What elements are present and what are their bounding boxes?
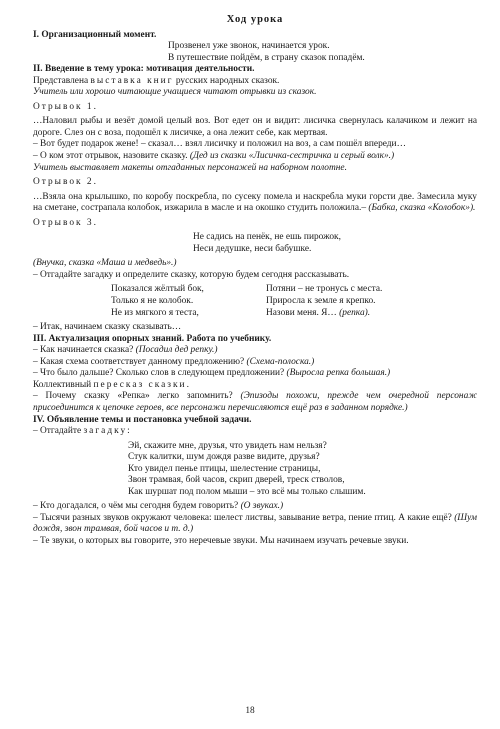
section-3-heading: III. Актуализация опорных знаний. Работа по учебнику. [33,333,272,344]
question-text: – Тысячи разных звуков окружают человека: шелест листвы, завывание ветра, пение птиц. А какие ещё? [33,512,455,523]
verse-line: Стук калитки, шум дождя разве видите, друзья? [128,452,320,463]
teacher-note: Учитель или хорошо читающие учащиеся читают отрывки из сказок. [33,87,317,98]
text-fragment: Назови меня. Я… [266,307,340,318]
question-line [33,513,477,536]
verse-line: В путешествие пойдём, в страну сказок попадём. [168,52,365,63]
page-title: Ход урока [226,14,284,25]
riddle-column-left [111,284,266,319]
excerpt-3-label: Отрывок 3. [33,217,98,228]
excerpt-1-question [33,151,477,163]
riddle-intro: – Отгадайте загадку и определите сказку, которую будем сегодня рассказывать. [33,269,350,280]
question-text: – Как начинается сказка? [33,345,136,356]
answer-text: (Эпизоды похожи, прежде чем очередной персонаж присоединится к цепочке героев, все персонажи перечисляются ещё раз в заданном порядке.) [33,391,477,413]
verse-line: Потяни – не тронусь с места. [266,284,383,295]
question-line [33,501,477,513]
question-line [33,345,477,357]
verse-line: Звон трамвая, бой часов, скрип дверей, треск стволов, [128,475,345,486]
question-line [33,391,477,414]
closing-line: – Те звуки, о которых вы говорите, это неречевые звуки. Мы начинаем изучать речевые звуки. [33,535,409,546]
answer-text: (Посадил дед репку.) [135,345,218,356]
verse-line: Не из мягкого я теста, [111,307,199,318]
section-2-heading: II. Введение в тему урока: мотивация деятельности. [33,64,255,75]
intro-verse [33,41,477,64]
verse-line: Приросла к земле я крепко. [266,296,376,307]
excerpt-3-answer: (Внучка, сказка «Маша и медведь».) [33,258,177,269]
question-line [33,357,477,369]
answer-text: (Выросла репка большая.) [286,368,391,379]
verse-line: Показался жёлтый бок, [111,284,204,295]
excerpt-2-label: Отрывок 2. [33,177,98,188]
retelling-line [33,380,477,392]
riddle-column-right [266,284,466,319]
answer-text: (репка). [339,307,371,318]
verse-line [266,308,466,320]
verse-line: Как шуршат под полом мыши – это всё мы только слышим. [128,486,366,497]
excerpt-1-dialogue: – Вот будет подарок жене! – сказал… взял лисичку и положил на воз, а сам пошёл впереди… [33,139,406,150]
teacher-note: Учитель выставляет макеты отгаданных персонажей на наборном полотне. [33,162,347,173]
riddle-verse [33,284,477,319]
verse-line: Не садись на пенёк, не ешь пирожок, [193,232,341,243]
page-number: 18 [245,706,255,716]
text-fragment: – Отгадайте [33,426,84,437]
spaced-text: пересказ сказки. [93,379,191,390]
text-fragment: Коллективный [33,379,94,390]
section-4-heading: IV. Объявление темы и постановка учебной задачи. [33,414,252,425]
spaced-text: выставка книг [90,75,174,86]
verse-line: Кто увидел пенье птицы, шелестение страницы, [128,463,321,474]
verse-line: Эй, скажите мне, друзья, что увидеть нам нельзя? [128,440,327,451]
start-telling: – Итак, начинаем сказку сказывать… [33,322,182,333]
verse-line: Прозвенел уже звонок, начинается урок. [168,41,330,52]
excerpt-2-text [33,192,477,215]
sounds-verse [33,441,477,499]
riddle-intro-2 [33,426,477,438]
exhibition-paragraph [33,76,477,88]
section-1-heading: I. Организационный момент. [33,29,157,40]
excerpt-3-verse [33,232,477,255]
question-text: – Почему сказку «Репка» легко запомнить? [33,391,241,402]
excerpt-text: …Взяла она крылышко, по коробу поскребла, по сусеку помела и наскребла муки горсти две. Замесила муку на сметане, сострапала колобок, изжарила в масле и на окошко студить положила.– [33,191,477,214]
answer-text: (Шум дождя, звон трамвая, бой часов и т. д.) [33,512,477,535]
answer-text: (Бабка, сказка «Колобок»). [368,203,476,214]
answer-text: (Дед из сказки «Лисичка-сестричка и серый волк».) [189,151,395,162]
question-text: – О ком этот отрывок, назовите сказку. [33,151,190,162]
excerpt-1-label: Отрывок 1. [33,101,98,112]
question-text: – Что было дальше? Сколько слов в следующем предложении? [33,368,287,379]
answer-text: (О звуках.) [240,501,284,512]
answer-text: (Схема-полоска.) [246,356,315,367]
spaced-text: загадку: [83,426,132,437]
text-fragment: Представлена [33,75,91,86]
verse-line: Только я не колобок. [111,296,194,307]
page-content [33,14,477,548]
text-fragment: русских народных сказок. [173,75,280,86]
question-text: – Какая схема соответствует данному предложению? [33,356,247,367]
verse-line: Неси дедушке, неси бабушке. [193,243,312,254]
question-line [33,368,477,380]
question-text: – Кто догадался, о чём мы сегодня будем говорить? [33,501,241,512]
excerpt-1-text: …Наловил рыбы и везёт домой целый воз. Вот едет он и видит: лисичка свернулась калачиком и лежит на дороге. Слез он с воза, подошёл к лисичке, а она лежит себе, как мертвая. [33,116,477,138]
